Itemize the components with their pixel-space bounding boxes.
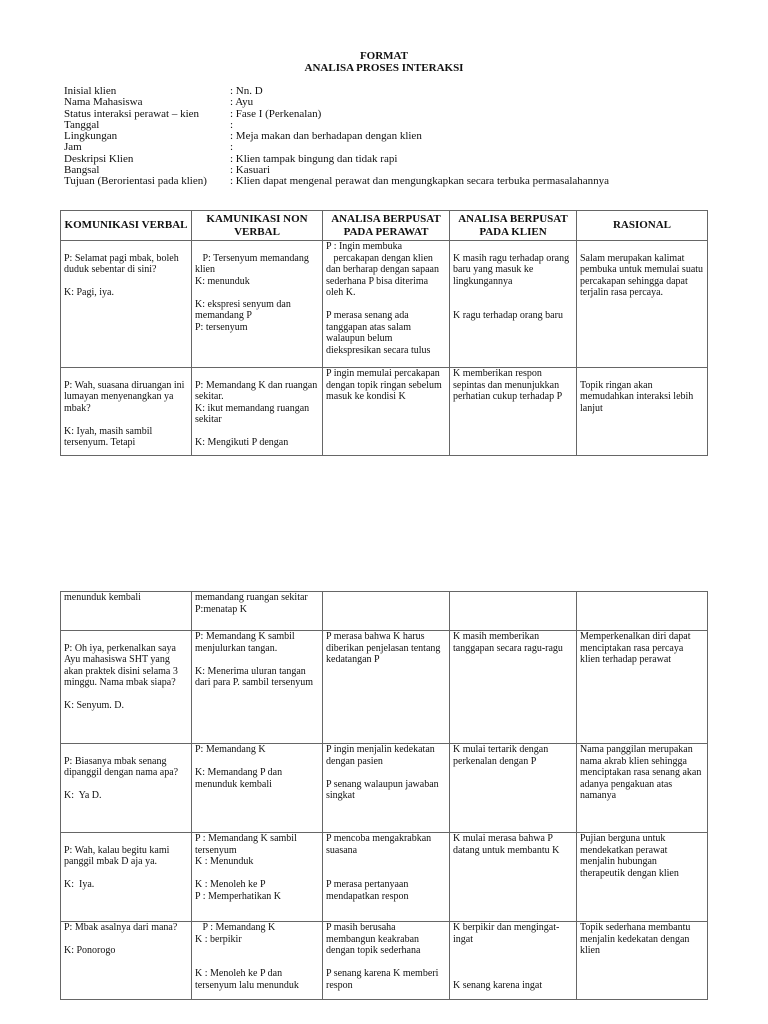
info-label: Tanggal (64, 118, 100, 131)
cell-verbal (61, 592, 192, 631)
header-analisa-perawat: ANALISA BERPUSAT PADA PERAWAT (323, 211, 450, 241)
client-info (64, 86, 609, 188)
cell-line: P: Oh iya, perkenalkan saya Ayu mahasiswa SHT yang akan praktek disini selama 3 minggu. Nama mbak siapa? (64, 642, 181, 688)
cell-line: P: Wah, kalau begitu kami panggil mbak D aja ya. (64, 844, 172, 867)
cell-analisa-klien (450, 744, 577, 833)
cell-line: K berpikir dan mengingat-ingat (453, 922, 560, 945)
cell-verbal (61, 241, 192, 368)
header-analisa-klien: ANALISA BERPUSAT PADA KLIEN (450, 211, 577, 241)
cell-line (326, 592, 446, 604)
cell-line: K: menunduk (195, 275, 250, 287)
cell-non-verbal (192, 833, 323, 922)
info-label: Tujuan (Berorientasi pada klien) (64, 175, 207, 188)
cell-verbal (61, 744, 192, 833)
cell-verbal (61, 631, 192, 744)
cell-line (326, 299, 446, 311)
cell-line: Memperkenalkan diri dapat menciptakan rasa percaya klien terhadap perawat (580, 631, 694, 665)
cell-line (64, 368, 188, 380)
cell-line: P masih berusaha membangun keakraban dengan topik sederhana (326, 922, 422, 956)
cell-non-verbal (192, 368, 323, 456)
cell-line: P: Memandang K sambil menjulurkan tangan. (195, 631, 298, 654)
cell-line (64, 744, 188, 756)
table-row (61, 833, 708, 922)
info-label: Jam (64, 141, 82, 154)
cell-line: K: ikut memandang ruangan sekitar (195, 402, 312, 425)
interaction-table-page2 (60, 591, 708, 1000)
cell-line (195, 868, 319, 880)
doc-title: FORMAT (359, 50, 409, 62)
info-label: Status interaksi perawat – kien (64, 107, 200, 120)
cell-line: percakapan dengan klien dan berharap dengan sapaan sederhana P bisa diterima oleh K. (326, 252, 442, 298)
cell-line: Pujian berguna untuk mendekatkan perawat menjalin hubungan therapeutik dengan klien (580, 833, 679, 879)
info-row (64, 97, 609, 108)
info-value: : Kasuari (230, 164, 271, 177)
cell-line: K: Memandang P dan menunduk kembali (195, 767, 285, 790)
cell-line (453, 968, 573, 980)
cell-line (195, 957, 319, 969)
cell-line: K mulai tertarik dengan perkenalan dengan P (453, 744, 551, 767)
doc-subtitle: ANALISA PROSES INTERAKSI (304, 62, 464, 74)
cell-rasional (577, 922, 708, 1000)
info-label: Deskripsi Klien (64, 152, 134, 165)
cell-line: P : Memandang K sambil tersenyum (195, 833, 300, 856)
table-row (61, 368, 708, 456)
table-row (61, 744, 708, 833)
cell-line (64, 868, 188, 880)
cell-line: P: Biasanya mbak senang dipanggil dengan nama apa? (64, 755, 179, 778)
cell-line: K : berpikir (195, 933, 242, 945)
cell-line (64, 241, 188, 253)
interaction-table-page1 (60, 210, 708, 456)
cell-line (195, 426, 319, 438)
header-rasional: RASIONAL (577, 211, 708, 241)
cell-analisa-perawat (323, 833, 450, 922)
cell-line (195, 287, 319, 299)
cell-non-verbal (192, 241, 323, 368)
cell-line (580, 592, 704, 604)
cell-rasional (577, 744, 708, 833)
cell-line (580, 368, 704, 380)
cell-line: Salam merupakan kalimat pembuka untuk memulai suatu percakapan sehingga dapat terjalin rasa percaya. (580, 252, 706, 298)
info-value: : Nn. D (230, 85, 263, 97)
info-value: : (230, 118, 234, 131)
cell-rasional (577, 368, 708, 456)
cell-line: P ingin memulai percakapan dengan topik ringan sebelum masuk ke kondisi K (326, 368, 445, 402)
cell-line: P: Tersenyum memandang klien (195, 252, 312, 275)
info-row (64, 176, 609, 187)
info-value: : Fase I (Perkenalan) (230, 107, 322, 120)
cell-rasional (577, 833, 708, 922)
cell-line: P: Memandang K (195, 744, 266, 755)
cell-line (195, 368, 319, 380)
info-row (64, 154, 609, 165)
cell-line: K : Menoleh ke P (195, 879, 266, 890)
cell-line (64, 414, 188, 426)
info-value: : Ayu (230, 96, 254, 109)
cell-non-verbal (192, 631, 323, 744)
cell-line: Topik sederhana membantu menjalin kedekatan dengan klien (580, 922, 693, 956)
cell-line: K: Ponorogo (64, 945, 116, 956)
table-row (61, 241, 708, 368)
info-value: : Klien dapat mengenal perawat dan mengungkapkan secara terbuka permasalahannya (230, 175, 610, 188)
cell-line: K: Mengikuti P dengan (195, 437, 289, 448)
cell-line: Topik ringan akan memudahkan interaksi lebih lanjut (580, 379, 696, 414)
cell-line (64, 833, 188, 845)
cell-line (453, 241, 573, 253)
table-row (61, 631, 708, 744)
cell-line: P merasa senang ada tanggapan atas salam walaupun belum diekspresikan secara tulus (326, 310, 431, 356)
cell-analisa-perawat (323, 368, 450, 456)
cell-analisa-perawat (323, 922, 450, 1000)
cell-analisa-klien (450, 368, 577, 456)
cell-line: K masih ragu terhadap orang baru yang masuk ke lingkungannya (453, 252, 572, 287)
cell-line (453, 287, 573, 299)
cell-line (453, 957, 573, 969)
cell-line (195, 654, 319, 666)
cell-non-verbal (192, 744, 323, 833)
info-label: Bangsal (64, 164, 100, 177)
cell-line: K ragu terhadap orang baru (453, 310, 563, 321)
info-row (64, 109, 609, 120)
cell-line (453, 945, 573, 957)
cell-line: K: Pagi, iya. (64, 287, 114, 298)
cell-line: P: tersenyum (195, 321, 248, 333)
cell-line: menunduk kembali (64, 592, 141, 603)
cell-line: P: Mbak asalnya dari mana? (64, 922, 178, 933)
cell-line (64, 689, 188, 701)
cell-line: K senang karena ingat (453, 979, 543, 991)
cell-line (580, 241, 704, 253)
cell-line: P: Memandang K dan ruangan sekitar. (195, 379, 320, 402)
cell-line: K: Iyah, masih sambil tersenyum. Tetapi (64, 425, 155, 448)
cell-line: P merasa bahwa K harus diberikan penjelasan tentang kedatangan P (326, 631, 443, 665)
cell-line (453, 299, 573, 311)
cell-line (64, 779, 188, 791)
cell-line: K : Menunduk (195, 856, 254, 867)
cell-analisa-klien (450, 241, 577, 368)
header-komunikasi-non-verbal: KAMUNIKASI NON VERBAL (192, 211, 323, 241)
cell-line (326, 868, 446, 880)
cell-rasional (577, 631, 708, 744)
cell-line: P merasa pertanyaan mendapatkan respon (326, 879, 411, 902)
cell-line: K: Iya. (64, 879, 95, 890)
cell-line: K : Menoleh ke P dan tersenyum lalu menunduk (195, 968, 299, 991)
cell-line (195, 756, 319, 768)
cell-line: P: Wah, suasana diruangan ini lumayan menyenangkan ya mbak? (64, 379, 187, 414)
cell-line: K masih memberikan tanggapan secara ragu-ragu (453, 631, 563, 654)
cell-rasional (577, 241, 708, 368)
cell-line: K: Menerima uluran tangan dari para P. sambil tersenyum (195, 665, 314, 688)
info-label: Lingkungan (64, 130, 118, 143)
cell-verbal (61, 922, 192, 1000)
cell-line (453, 592, 573, 604)
cell-line: K memberikan respon sepintas dan menunjukkan perhatian cukup terhadap P (453, 368, 563, 402)
header-komunikasi-verbal: KOMUNIKASI VERBAL (61, 211, 192, 241)
cell-analisa-klien (450, 833, 577, 922)
info-label: Nama Mahasiswa (64, 96, 143, 109)
cell-line (326, 856, 446, 868)
cell-analisa-klien (450, 631, 577, 744)
cell-non-verbal (192, 592, 323, 631)
table-row (61, 922, 708, 1000)
cell-line: P ingin menjalin kedekatan dengan pasien (326, 744, 438, 767)
cell-line: P : Memandang K (195, 922, 276, 933)
cell-line: P senang karena K memberi respon (326, 968, 441, 991)
cell-line: P:menatap K (195, 603, 247, 615)
cell-analisa-perawat (323, 631, 450, 744)
cell-line (326, 767, 446, 779)
cell-line: K: ekspresi senyum dan memandang P (195, 298, 294, 321)
cell-line (195, 945, 319, 957)
cell-line: Nama panggilan merupakan nama akrab klien sehingga menciptakan rasa senang akan adanya pengakuan atas namanya (580, 744, 704, 801)
cell-analisa-perawat (323, 241, 450, 368)
info-label: Inisial klien (64, 85, 117, 97)
cell-line: P: Selamat pagi mbak, boleh duduk sebentar di sini? (64, 252, 182, 275)
cell-line: K: Ya D. (64, 790, 102, 801)
cell-line: P : Memperhatikan K (195, 890, 282, 902)
info-row (64, 86, 609, 97)
cell-line (326, 957, 446, 969)
info-value: : Klien tampak bingung dan tidak rapi (230, 152, 398, 165)
cell-line: memandang ruangan sekitar (195, 592, 308, 603)
cell-line (64, 934, 188, 946)
cell-line: K: Senyum. D. (64, 700, 124, 711)
cell-line: K mulai merasa bahwa P datang untuk membantu K (453, 833, 560, 856)
cell-analisa-klien (450, 922, 577, 1000)
cell-line: P : Ingin membuka (326, 241, 403, 252)
cell-rasional (577, 592, 708, 631)
cell-line (64, 276, 188, 288)
info-value: : Meja makan dan berhadapan dengan klien (230, 130, 422, 143)
info-value: : (230, 141, 234, 154)
cell-line (64, 631, 188, 643)
cell-analisa-perawat (323, 744, 450, 833)
cell-verbal (61, 833, 192, 922)
table-row (61, 592, 708, 631)
cell-non-verbal (192, 922, 323, 1000)
cell-analisa-perawat (323, 592, 450, 631)
cell-line: P mencoba mengakrabkan suasana (326, 833, 434, 856)
cell-line: P senang walaupun jawaban singkat (326, 778, 442, 801)
info-row (64, 131, 609, 142)
cell-verbal (61, 368, 192, 456)
cell-line (195, 241, 319, 253)
cell-analisa-klien (450, 592, 577, 631)
